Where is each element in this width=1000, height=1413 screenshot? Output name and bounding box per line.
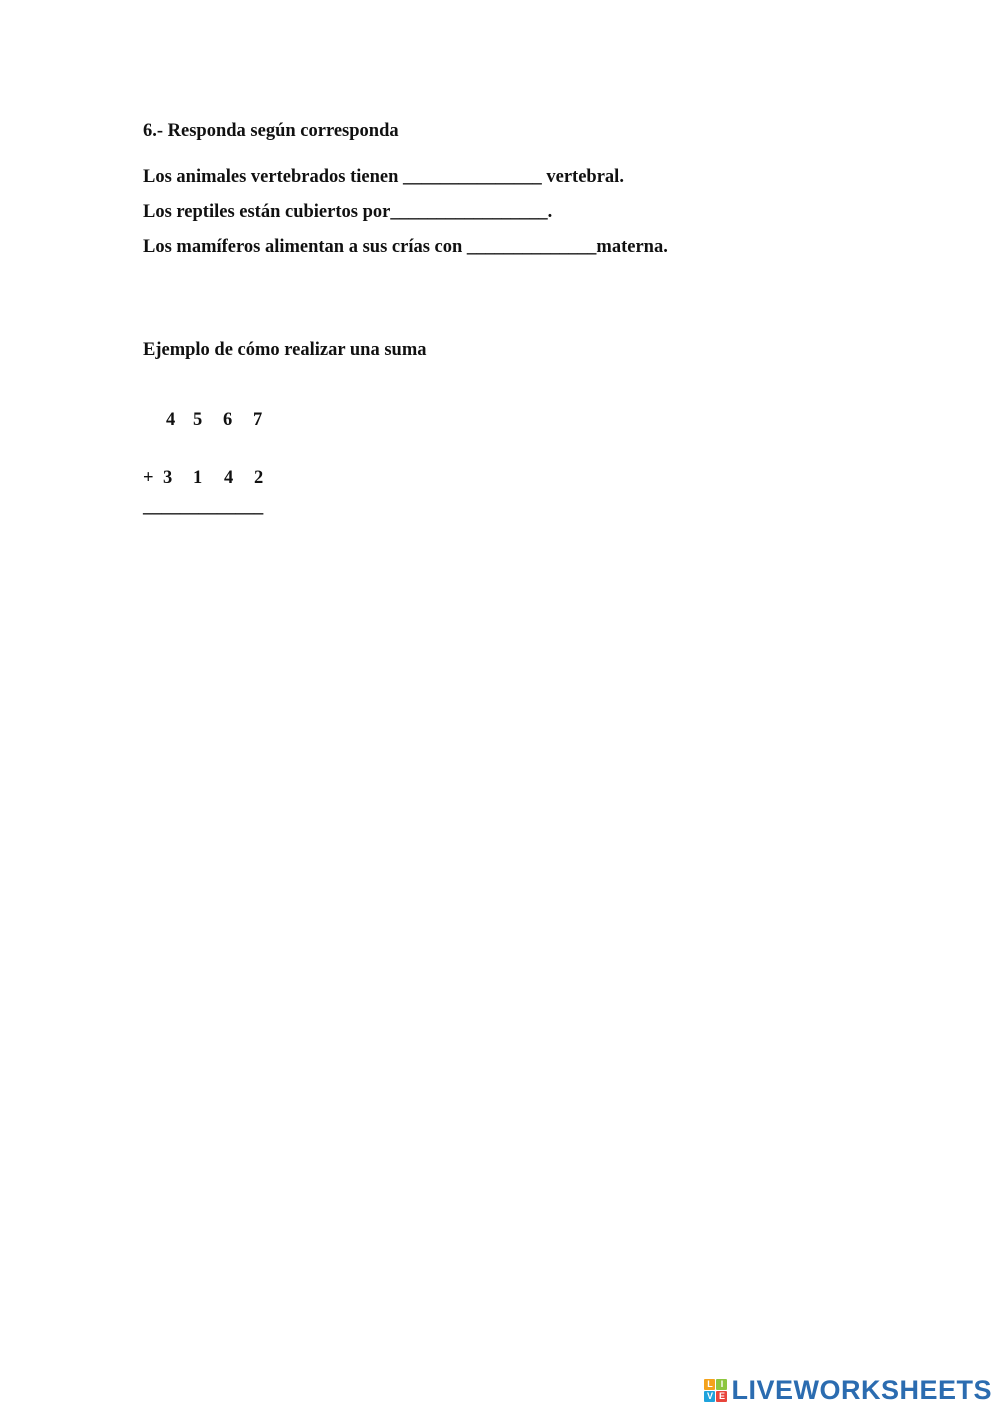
logo-letter-l: L [704, 1379, 715, 1390]
logo-letter-e: E [716, 1391, 727, 1402]
logo-squares-icon [704, 1379, 727, 1402]
logo-letter-i: I [716, 1379, 727, 1390]
bottom-digit-2: 1 [193, 468, 203, 488]
top-digit-2: 5 [193, 410, 203, 430]
brand-name: LIVEWORKSHEETS [731, 1375, 992, 1405]
fill-in-sentence-1: Los animales vertebrados tienen _______________ vertebral. [143, 167, 624, 187]
top-digit-1: 4 [166, 410, 176, 430]
top-digit-3: 6 [223, 410, 233, 430]
plus-operator: + [143, 468, 154, 488]
example-title: Ejemplo de cómo realizar una suma [143, 340, 427, 360]
logo-letter-v: V [704, 1391, 715, 1402]
fill-in-sentence-2: Los reptiles están cubiertos por_________________. [143, 202, 553, 222]
question-title: 6.- Responda según corresponda [143, 121, 399, 141]
top-digit-4: 7 [253, 410, 263, 430]
liveworksheets-logo [704, 1377, 992, 1404]
sum-result-line: _____________ [143, 497, 264, 517]
bottom-digit-1: 3 [163, 468, 173, 488]
bottom-digit-3: 4 [224, 468, 234, 488]
fill-in-sentence-3: Los mamíferos alimentan a sus crías con ______________materna. [143, 237, 668, 257]
bottom-digit-4: 2 [254, 468, 264, 488]
